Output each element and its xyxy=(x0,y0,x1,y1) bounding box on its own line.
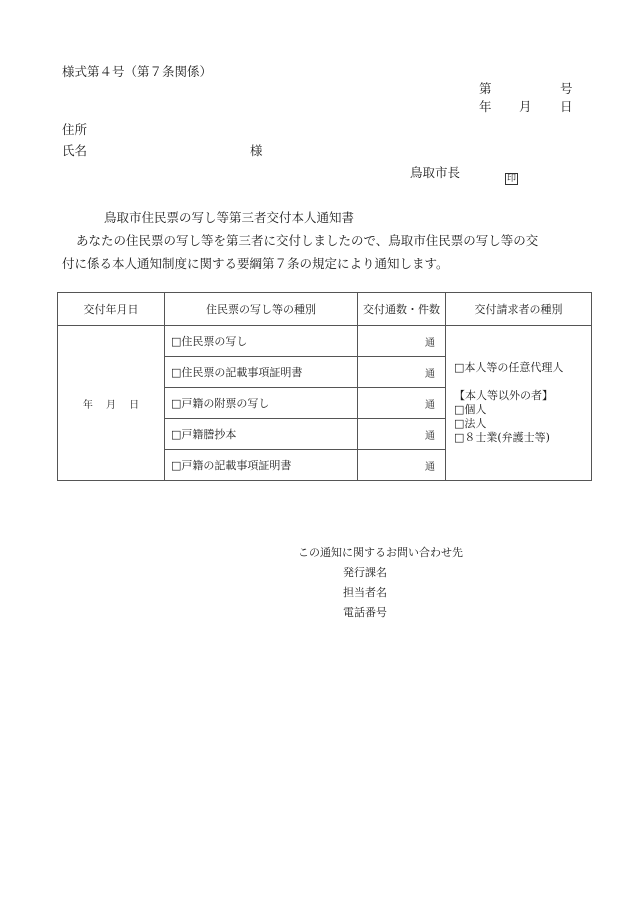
count-cell: 通 xyxy=(358,419,446,450)
honorific: 様 xyxy=(250,143,263,158)
issuance-table xyxy=(57,292,592,481)
body-line-1: あなたの住民票の写し等を第三者に交付しましたので、鳥取市住民票の写し等の交 xyxy=(76,233,539,248)
contact-person: 担当者名 xyxy=(343,586,387,599)
requester-corporation-option[interactable]: □法人 xyxy=(454,417,487,430)
requester-agent-option[interactable]: □本人等の任意代理人 xyxy=(454,361,564,374)
seal-icon: 印 xyxy=(507,174,517,184)
document-type-option[interactable]: □住民票の記載事項証明書 xyxy=(165,357,358,388)
document-type-option[interactable]: □戸籍謄抄本 xyxy=(165,419,358,450)
document-type-option[interactable]: □住民票の写し xyxy=(165,326,358,357)
header-requester-type: 交付請求者の種別 xyxy=(446,293,592,326)
count-cell: 通 xyxy=(358,450,446,481)
count-cell: 通 xyxy=(358,388,446,419)
table-row xyxy=(58,326,592,357)
issue-date-cell: 年 月 日 xyxy=(58,326,165,481)
address-label: 住所 xyxy=(62,122,88,137)
requester-type-cell xyxy=(446,326,592,481)
form-number: 様式第４号（第７条関係） xyxy=(62,64,213,79)
contact-heading: この通知に関するお問い合わせ先 xyxy=(298,546,463,559)
document-title: 鳥取市住民票の写し等第三者交付本人通知書 xyxy=(104,210,355,225)
requester-individual-option[interactable]: □個人 xyxy=(454,403,487,416)
requester-others-heading: 【本人等以外の者】 xyxy=(454,389,553,402)
doc-number-prefix: 第 xyxy=(479,81,492,96)
header-issue-date: 交付年月日 xyxy=(58,293,165,326)
date-month: 月 xyxy=(519,99,532,114)
header-document-type: 住民票の写し等の種別 xyxy=(165,293,358,326)
header-count: 交付通数・件数 xyxy=(358,293,446,326)
count-cell: 通 xyxy=(358,326,446,357)
seal-mark xyxy=(505,166,518,185)
issuer: 鳥取市長 xyxy=(410,165,461,180)
contact-phone: 電話番号 xyxy=(343,606,387,619)
document-type-option[interactable]: □戸籍の記載事項証明書 xyxy=(165,450,358,481)
document-type-option[interactable]: □戸籍の附票の写し xyxy=(165,388,358,419)
date-day: 日 xyxy=(560,99,573,114)
name-label: 氏名 xyxy=(62,143,88,158)
doc-number-suffix: 号 xyxy=(560,81,573,96)
requester-professional-option[interactable]: □８士業(弁護士等) xyxy=(454,431,550,444)
date-year: 年 xyxy=(479,99,492,114)
table-header-row xyxy=(58,293,592,326)
count-cell: 通 xyxy=(358,357,446,388)
body-line-2: 付に係る本人通知制度に関する要綱第７条の規定により通知します。 xyxy=(62,256,449,271)
contact-department: 発行課名 xyxy=(343,566,387,579)
